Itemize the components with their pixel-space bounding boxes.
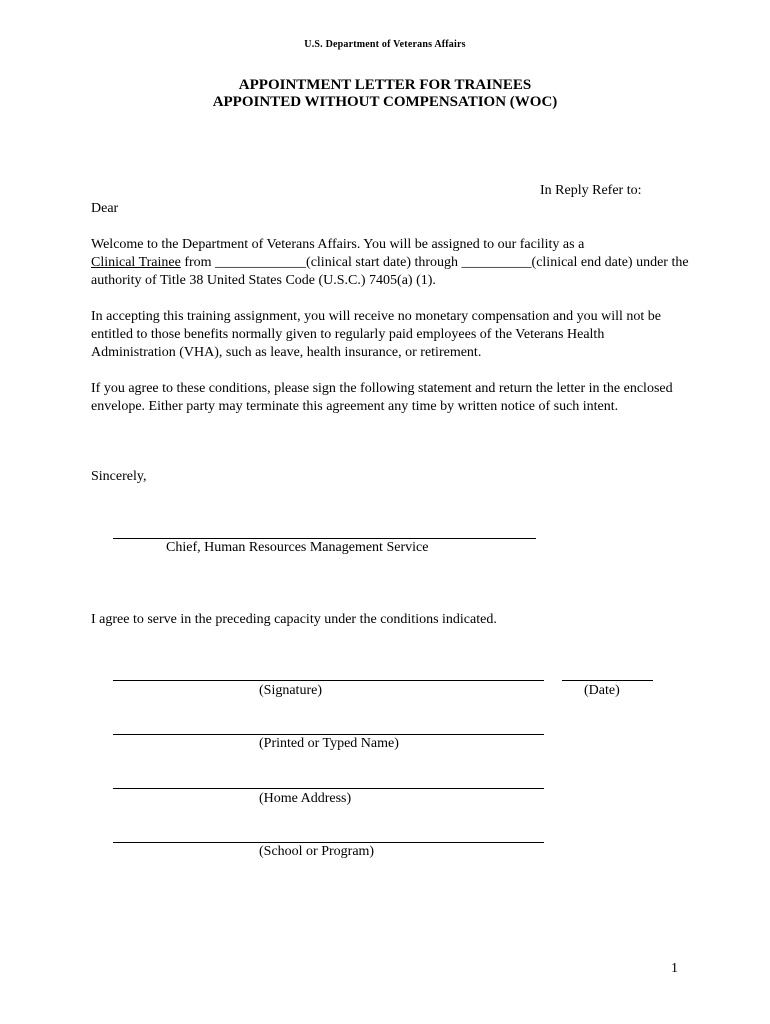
printed-name-line [113, 734, 544, 735]
home-address-caption: (Home Address) [259, 791, 352, 806]
agency-header: U.S. Department of Veterans Affairs [304, 39, 466, 50]
letter-title [0, 77, 770, 111]
title-line-1: APPOINTMENT LETTER FOR TRAINEES [238, 77, 532, 93]
school-line [113, 842, 544, 843]
date-line [562, 680, 653, 681]
home-address-line [113, 788, 544, 789]
salutation: Dear [91, 201, 119, 216]
printed-name-caption: (Printed or Typed Name) [259, 736, 399, 751]
signature-caption: (Signature) [259, 683, 322, 698]
paragraph-conditions: If you agree to these conditions, please sign the following statement and return the letter in the enclosed envelope. Either party may terminate this agreement any time by written notice of such intent. [91, 381, 673, 414]
paragraph-welcome [91, 236, 691, 290]
welcome-text-continued: from _____________(clinical start date) through __________(clinical end date) under the authority of Title 38 United States Code (U.S.C.) 7405(a) (1). [91, 255, 689, 288]
closing: Sincerely, [91, 469, 147, 484]
title-line-2: APPOINTED WITHOUT COMPENSATION (WOC) [212, 94, 558, 110]
clinical-trainee-text: Clinical Trainee [91, 255, 181, 270]
reply-refer: In Reply Refer to: [540, 183, 642, 198]
chief-signature-line [113, 538, 536, 539]
welcome-text: Welcome to the Department of Veterans Affairs. You will be assigned to our facility as a [91, 237, 585, 252]
paragraph-compensation: In accepting this training assignment, you will receive no monetary compensation and you will not be entitled to those benefits normally given to regularly paid employees of the Veterans Health Administration (VHA), such as leave, health insurance, or retirement. [91, 309, 661, 360]
signature-line [113, 680, 544, 681]
date-caption: (Date) [584, 683, 620, 698]
page-number: 1 [671, 961, 678, 976]
chief-caption: Chief, Human Resources Management Service [166, 540, 429, 555]
agreement-statement: I agree to serve in the preceding capacity under the conditions indicated. [91, 612, 497, 627]
school-caption: (School or Program) [259, 844, 375, 859]
